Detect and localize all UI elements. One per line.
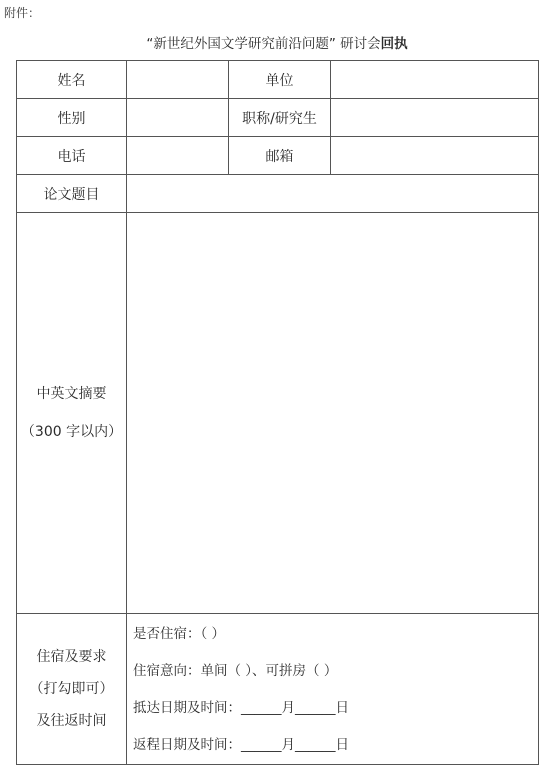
paper-title-label: 论文题目 (17, 175, 127, 213)
phone-label: 电话 (17, 137, 127, 175)
form-row-name (17, 61, 539, 99)
gender-field[interactable] (127, 99, 229, 137)
abstract-label-line2: （300 字以内） (20, 424, 123, 440)
title-field[interactable] (331, 99, 539, 137)
form-row-paper-title (17, 175, 539, 213)
abstract-field[interactable] (127, 213, 539, 614)
document-title (0, 32, 554, 52)
lodging-label (17, 614, 127, 765)
form-row-phone (17, 137, 539, 175)
abstract-label-line1: 中英文摘要 (36, 386, 107, 402)
document-title-main: “新世纪外国文学研究前沿问题” 研讨会 (146, 36, 381, 52)
arrival-date-line[interactable]: 抵达日期及时间：______月______日 (133, 700, 349, 716)
attachment-label: 附件： (4, 6, 41, 20)
form-row-lodging (17, 614, 539, 765)
form-row-gender (17, 99, 539, 137)
lodging-room-preference-line[interactable]: 住宿意向：单间（ ）、可拼房（ ） (133, 663, 338, 679)
paper-title-field[interactable] (127, 175, 539, 213)
phone-field[interactable] (127, 137, 229, 175)
title-label: 职称/研究生 (229, 99, 331, 137)
name-field[interactable] (127, 61, 229, 99)
name-label: 姓名 (17, 61, 127, 99)
lodging-label-line3: 及往返时间 (36, 713, 107, 729)
lodging-need-line[interactable]: 是否住宿：（ ） (133, 626, 226, 642)
document-title-bold: 回执 (380, 36, 408, 52)
abstract-label (17, 213, 127, 614)
registration-form-table (16, 60, 539, 765)
lodging-label-line1: 住宿及要求 (36, 649, 107, 665)
unit-label: 单位 (229, 61, 331, 99)
form-row-abstract (17, 213, 539, 614)
unit-field[interactable] (331, 61, 539, 99)
lodging-details[interactable] (127, 614, 539, 765)
departure-date-line[interactable]: 返程日期及时间：______月______日 (133, 737, 349, 753)
email-label: 邮箱 (229, 137, 331, 175)
email-field[interactable] (331, 137, 539, 175)
gender-label: 性别 (17, 99, 127, 137)
lodging-label-line2: （打勾即可） (29, 681, 114, 697)
